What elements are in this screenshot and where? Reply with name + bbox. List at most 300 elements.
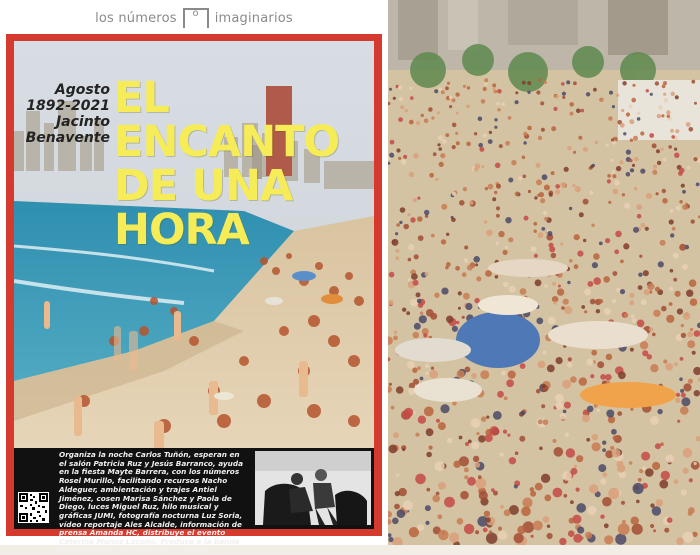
crowd-figure bbox=[590, 165, 594, 169]
crowd-figure bbox=[424, 119, 429, 124]
crowd-figure bbox=[621, 501, 625, 505]
crowd-figure bbox=[658, 105, 662, 109]
crowd-figure bbox=[553, 488, 563, 498]
crowd-figure bbox=[538, 136, 542, 140]
crowd-figure bbox=[555, 95, 559, 99]
crowd-figure bbox=[499, 144, 503, 148]
crowd-figure bbox=[438, 135, 443, 140]
crowd-figure bbox=[451, 218, 456, 223]
crowd-figure bbox=[431, 116, 434, 119]
crowd-figure bbox=[615, 534, 626, 545]
crowd-figure bbox=[431, 234, 435, 238]
crowd-figure bbox=[539, 447, 543, 451]
crowd-figure bbox=[475, 462, 481, 468]
crowd-figure bbox=[631, 517, 639, 525]
crowd-figure bbox=[543, 419, 549, 425]
crowd-figure bbox=[479, 491, 488, 500]
crowd-figure bbox=[694, 330, 700, 337]
crowd-figure bbox=[497, 89, 502, 94]
crowd-figure bbox=[625, 243, 628, 246]
crowd-figure bbox=[613, 435, 618, 440]
brand-left-text: los números bbox=[95, 10, 177, 26]
crowd-figure bbox=[670, 209, 674, 213]
crowd-figure bbox=[396, 256, 400, 260]
crowd-figure bbox=[577, 251, 583, 257]
crowd-figure bbox=[590, 299, 596, 305]
crowd-figure bbox=[484, 78, 488, 82]
crowd-figure bbox=[417, 197, 420, 200]
crowd-figure bbox=[650, 503, 654, 507]
crowd-figure bbox=[615, 231, 622, 238]
crowd-figure bbox=[403, 224, 409, 230]
crowd-figure bbox=[401, 159, 407, 165]
crowd-figure bbox=[396, 474, 399, 477]
crowd-figure bbox=[485, 187, 488, 190]
crowd-figure bbox=[503, 430, 507, 434]
crowd-figure bbox=[540, 101, 544, 105]
crowd-figure bbox=[576, 455, 583, 462]
crowd-figure bbox=[632, 318, 637, 323]
crowd-figure bbox=[523, 132, 527, 136]
crowd-figure bbox=[604, 535, 613, 544]
crowd-figure bbox=[576, 109, 581, 114]
crowd-figure bbox=[600, 515, 604, 519]
crowd-figure bbox=[563, 494, 567, 498]
crowd-figure bbox=[402, 448, 405, 451]
crowd-figure bbox=[570, 376, 577, 383]
crowd-figure bbox=[578, 136, 582, 140]
crowd-figure bbox=[561, 82, 565, 86]
crowd-figure bbox=[586, 359, 593, 366]
crowd-figure bbox=[435, 178, 438, 181]
crowd-figure bbox=[582, 414, 590, 422]
crowd-figure bbox=[681, 184, 685, 188]
crowd-figure bbox=[674, 153, 679, 158]
crowd-figure bbox=[655, 81, 659, 85]
crowd-figure bbox=[488, 139, 493, 144]
crowd-figure bbox=[636, 500, 640, 504]
crowd-figure bbox=[446, 233, 449, 236]
crowd-figure bbox=[652, 170, 657, 175]
crowd-figure bbox=[535, 279, 542, 286]
crowd-figure bbox=[543, 351, 547, 355]
crowd-figure bbox=[478, 435, 485, 442]
crowd-figure bbox=[643, 270, 649, 276]
crowd-figure bbox=[667, 517, 673, 523]
crowd-figure bbox=[403, 412, 411, 420]
crowd-figure bbox=[471, 441, 479, 449]
poster-frame bbox=[6, 34, 382, 555]
crowd-figure bbox=[674, 148, 677, 151]
crowd-figure bbox=[612, 174, 616, 178]
crowd-figure bbox=[640, 341, 648, 349]
crowd-figure bbox=[503, 250, 508, 255]
crowd-figure bbox=[458, 291, 462, 295]
crowd-figure bbox=[634, 157, 639, 162]
crowd-figure bbox=[662, 189, 666, 193]
crowd-figure bbox=[437, 111, 440, 114]
crowd-figure bbox=[489, 530, 492, 533]
crowd-figure bbox=[394, 504, 400, 510]
crowd-figure bbox=[544, 81, 547, 84]
crowd-figure bbox=[407, 361, 415, 369]
crowd-figure bbox=[429, 370, 438, 379]
crowd-figure bbox=[663, 81, 667, 85]
crowd-figure bbox=[435, 461, 445, 471]
crowd-figure bbox=[398, 86, 402, 90]
crowd-figure bbox=[527, 81, 531, 85]
crowd-figure bbox=[630, 139, 633, 142]
crowd-figure bbox=[403, 155, 407, 159]
crowd-figure bbox=[682, 264, 688, 270]
crowd-figure bbox=[531, 246, 537, 252]
crowd-figure bbox=[610, 159, 613, 162]
crowd-figure bbox=[633, 483, 644, 494]
crowd-figure bbox=[630, 408, 633, 411]
crowd-figure bbox=[661, 471, 670, 480]
crowd-figure bbox=[592, 434, 599, 441]
crowd-figure bbox=[681, 393, 686, 398]
crowd-figure bbox=[680, 357, 684, 361]
crowd-figure bbox=[686, 290, 693, 297]
crowd-figure bbox=[607, 179, 611, 183]
crowd-figure bbox=[463, 85, 466, 88]
crowd-figure bbox=[418, 416, 426, 424]
crowd-figure bbox=[504, 509, 511, 516]
crowd-figure bbox=[608, 116, 613, 121]
crowd-figure bbox=[584, 289, 591, 296]
crowd-figure bbox=[554, 447, 564, 457]
crowd-figure bbox=[457, 518, 464, 525]
crowd-figure bbox=[547, 365, 555, 373]
crowd-figure bbox=[420, 312, 423, 315]
crowd-figure bbox=[410, 299, 418, 307]
credits-text: Organiza la noche Carlos Tuñón, esperan en el salón Patricia Ruz y Jesús Barranco, ayuda en la fiesta Mayte Barrera, con los números Rosel Murillo, facilitando recursos Nacho Aldeguer, ambientación y trajes Antiel Jiménez, cosen Marisa Sánchez y Paola de Diego, luces Miguel Ruz, hilo musical y gráficas JUMI, fotografía nocturna Luz Soria, vídeo reportaje Ales Alcalde, información de prensa Amanda HC, distribuye el evento Caterina Muñoz Luceño. Produce a la banda Bella Batalla y el Teatro de La Abadía. bbox=[59, 450, 244, 555]
crowd-figure bbox=[581, 109, 585, 113]
crowd-figure bbox=[464, 475, 468, 479]
crowd-figure bbox=[533, 222, 537, 226]
crowd-figure bbox=[587, 506, 596, 515]
crowd-figure bbox=[555, 401, 563, 409]
crowd-figure bbox=[424, 407, 434, 417]
crowd-figure bbox=[536, 179, 542, 185]
crowd-figure bbox=[593, 277, 601, 285]
crowd-figure bbox=[522, 498, 532, 508]
crowd-figure bbox=[566, 448, 575, 457]
crowd-figure bbox=[466, 142, 471, 147]
crowd-figure bbox=[570, 112, 574, 116]
crowd-figure bbox=[389, 383, 392, 386]
crowd-figure bbox=[437, 143, 440, 146]
crowd-figure bbox=[439, 162, 444, 167]
crowd-figure bbox=[509, 457, 516, 464]
crowd-figure bbox=[392, 518, 399, 525]
crowd-figure bbox=[464, 258, 468, 262]
crowd-figure bbox=[508, 116, 512, 120]
crowd-figure bbox=[462, 316, 465, 319]
crowd-figure bbox=[612, 105, 615, 108]
crowd-figure bbox=[671, 135, 675, 139]
crowd-figure bbox=[429, 173, 434, 178]
crowd-figure bbox=[681, 324, 684, 327]
crowd-figure bbox=[599, 98, 604, 103]
crowd-figure bbox=[573, 534, 582, 543]
crowd-figure bbox=[608, 488, 619, 499]
crowd-figure bbox=[632, 84, 635, 87]
crowd-figure bbox=[500, 505, 504, 509]
crowd-figure bbox=[426, 428, 434, 436]
crowd-figure bbox=[514, 485, 518, 489]
crowd-figure bbox=[453, 461, 460, 468]
crowd-figure bbox=[400, 207, 406, 213]
author-first-name: Jacinto bbox=[55, 114, 110, 130]
title-line-2: DE UNA bbox=[114, 161, 293, 211]
crowd-figure bbox=[399, 97, 404, 102]
crowd-figure bbox=[564, 167, 569, 172]
crowd-figure bbox=[440, 153, 445, 158]
crowd-figure bbox=[575, 186, 581, 192]
crowd-figure bbox=[670, 269, 674, 273]
crowd-figure bbox=[388, 300, 393, 305]
crowd-figure bbox=[496, 102, 500, 106]
crowd-figure bbox=[595, 141, 599, 145]
crowd-figure bbox=[544, 284, 547, 287]
crowd-figure bbox=[690, 328, 693, 331]
crowd-figure bbox=[419, 315, 427, 323]
crowd-figure bbox=[602, 472, 607, 477]
poster-title bbox=[114, 73, 376, 255]
crowd-figure bbox=[508, 178, 513, 183]
crowd-figure bbox=[484, 220, 488, 224]
crowd-figure bbox=[511, 160, 516, 165]
crowd-figure bbox=[604, 308, 611, 315]
crowd-figure bbox=[410, 96, 414, 100]
crowd-figure bbox=[655, 443, 661, 449]
crowd-figure bbox=[549, 246, 555, 252]
crowd-figure bbox=[551, 126, 556, 131]
crowd-figure bbox=[573, 81, 577, 85]
crowd-figure bbox=[562, 96, 565, 99]
crowd-figure bbox=[682, 190, 686, 194]
crowd-figure bbox=[638, 478, 642, 482]
crowd-figure bbox=[544, 217, 548, 221]
crowd-figure bbox=[637, 214, 642, 219]
crowd-figure bbox=[605, 238, 610, 243]
crowd-figure bbox=[494, 118, 497, 121]
crowd-figure bbox=[559, 538, 566, 545]
crowd-figure bbox=[637, 112, 640, 115]
crowd-figure bbox=[667, 115, 670, 118]
crowd-figure bbox=[553, 439, 557, 443]
crowd-figure bbox=[569, 207, 572, 210]
crowd-figure bbox=[483, 87, 487, 91]
crowd-figure bbox=[683, 532, 694, 543]
crowd-figure bbox=[560, 242, 563, 245]
crowd-figure bbox=[599, 242, 603, 246]
crowd-figure bbox=[574, 234, 580, 240]
crowd-figure bbox=[653, 310, 660, 317]
crowd-figure bbox=[569, 102, 574, 107]
crowd-figure bbox=[458, 307, 461, 310]
title-line-3: HORA bbox=[114, 205, 249, 255]
crowd-figure bbox=[562, 92, 566, 96]
crowd-figure bbox=[681, 397, 690, 406]
crowd-figure bbox=[442, 139, 447, 144]
crowd-figure bbox=[674, 479, 679, 484]
crowd-figure bbox=[489, 131, 492, 134]
crowd-figure bbox=[411, 273, 418, 280]
crowd-figure bbox=[638, 285, 643, 290]
crowd-figure bbox=[593, 253, 600, 260]
crowd-figure bbox=[463, 293, 470, 300]
crowd-figure bbox=[614, 180, 620, 186]
crowd-figure bbox=[659, 480, 668, 489]
crowd-figure bbox=[418, 235, 424, 241]
crowd-figure bbox=[456, 141, 460, 145]
crowd-figure bbox=[579, 212, 584, 217]
crowd-figure bbox=[645, 468, 654, 477]
crowd-figure bbox=[455, 92, 459, 96]
crowd-figure bbox=[507, 434, 510, 437]
crowd-figure bbox=[501, 102, 505, 106]
crowd-figure bbox=[425, 272, 429, 276]
crowd-figure bbox=[589, 484, 598, 493]
crowd-figure bbox=[631, 315, 635, 319]
crowd-figure bbox=[501, 371, 506, 376]
crowd-figure bbox=[505, 141, 510, 146]
crowd-figure bbox=[623, 132, 626, 135]
crowd-figure bbox=[657, 409, 662, 414]
crowd-figure bbox=[661, 114, 664, 117]
crowd-figure bbox=[634, 187, 638, 191]
crowd-figure bbox=[393, 336, 398, 341]
crowd-figure bbox=[641, 299, 647, 305]
crowd-figure bbox=[481, 416, 486, 421]
crowd-figure bbox=[669, 302, 673, 306]
crowd-figure bbox=[694, 102, 697, 105]
crowd-figure bbox=[620, 289, 625, 294]
crowd-figure bbox=[415, 474, 426, 485]
crowd-figure bbox=[493, 88, 496, 91]
crowd-figure bbox=[683, 448, 693, 458]
crowd-figure bbox=[390, 140, 395, 145]
crowd-figure bbox=[658, 261, 664, 267]
crowd-figure bbox=[579, 377, 587, 385]
crowd-figure bbox=[413, 280, 419, 286]
crowd-figure bbox=[680, 406, 689, 415]
crowd-figure bbox=[652, 333, 656, 337]
crowd-figure bbox=[676, 206, 681, 211]
crowd-figure bbox=[389, 272, 395, 278]
crowd-figure bbox=[533, 521, 543, 531]
crowd-figure bbox=[600, 479, 606, 485]
crowd-figure bbox=[603, 276, 610, 283]
crowd-figure bbox=[515, 91, 518, 94]
crowd-figure bbox=[465, 303, 472, 310]
crowd-figure bbox=[596, 309, 600, 313]
crowd-figure bbox=[679, 377, 683, 381]
crowd-figure bbox=[670, 129, 674, 133]
crowd-figure bbox=[620, 260, 624, 264]
crowd-figure bbox=[622, 520, 626, 524]
crowd-figure bbox=[606, 354, 613, 361]
crowd-figure bbox=[670, 233, 674, 237]
crowd-figure bbox=[672, 227, 676, 231]
crowd-figure bbox=[500, 453, 504, 457]
crowd-figure bbox=[610, 446, 614, 450]
crowd-figure bbox=[494, 191, 497, 194]
crowd-figure bbox=[476, 276, 481, 281]
crowd-figure bbox=[593, 88, 597, 92]
date-years: 1892-2021 bbox=[26, 98, 110, 114]
crowd-figure bbox=[649, 327, 653, 331]
crowd-figure bbox=[611, 170, 615, 174]
crowd-figure bbox=[538, 232, 544, 238]
crowd-figure bbox=[495, 163, 501, 169]
crowd-figure bbox=[649, 133, 654, 138]
crowd-figure bbox=[560, 182, 566, 188]
crowd-figure bbox=[416, 292, 421, 297]
crowd-figure bbox=[481, 165, 484, 168]
crowd-figure bbox=[605, 143, 608, 146]
crowd-figure bbox=[467, 477, 476, 486]
crowd-figure bbox=[668, 145, 672, 149]
crowd-figure bbox=[661, 306, 667, 312]
crowd-figure bbox=[538, 361, 546, 369]
crowd-figure bbox=[449, 533, 459, 543]
crowd-figure bbox=[456, 112, 459, 115]
crowd-figure bbox=[691, 219, 695, 223]
crowd-figure bbox=[576, 503, 586, 513]
crowd-figure bbox=[399, 488, 407, 496]
crowd-figure bbox=[664, 98, 669, 103]
crowd-figure bbox=[694, 390, 700, 396]
crowd-figure bbox=[413, 379, 419, 385]
crowd-figure bbox=[524, 216, 529, 221]
crowd-figure bbox=[486, 533, 497, 544]
crowd-figure bbox=[407, 278, 410, 281]
crowd-figure bbox=[626, 112, 630, 116]
crowd-figure bbox=[445, 133, 449, 137]
crowd-figure bbox=[616, 166, 621, 171]
crowd-figure bbox=[433, 152, 437, 156]
crowd-figure bbox=[591, 224, 594, 227]
crowd-figure bbox=[480, 370, 489, 379]
crowd-figure bbox=[543, 516, 550, 523]
crowd-figure bbox=[438, 530, 449, 541]
crowd-figure bbox=[496, 206, 500, 210]
brand-logo-icon: o bbox=[183, 8, 209, 28]
crowd-figure bbox=[396, 148, 400, 152]
crowd-figure bbox=[563, 299, 569, 305]
crowd-figure bbox=[551, 253, 557, 259]
crowd-figure bbox=[640, 131, 644, 135]
crowd-figure bbox=[425, 505, 431, 511]
crowd-figure bbox=[557, 288, 564, 295]
crowd-figure bbox=[549, 193, 553, 197]
crowd-figure bbox=[677, 420, 680, 423]
crowd-figure bbox=[541, 227, 545, 231]
date-author-block bbox=[20, 82, 110, 146]
crowd-figure bbox=[394, 330, 398, 334]
crowd-figure bbox=[404, 109, 408, 113]
crowd-figure bbox=[553, 107, 557, 111]
crowd-figure bbox=[574, 465, 577, 468]
crowd-figure bbox=[449, 105, 452, 108]
crowd-figure bbox=[656, 499, 664, 507]
crowd-figure bbox=[553, 301, 557, 305]
crowd-figure bbox=[632, 164, 635, 167]
